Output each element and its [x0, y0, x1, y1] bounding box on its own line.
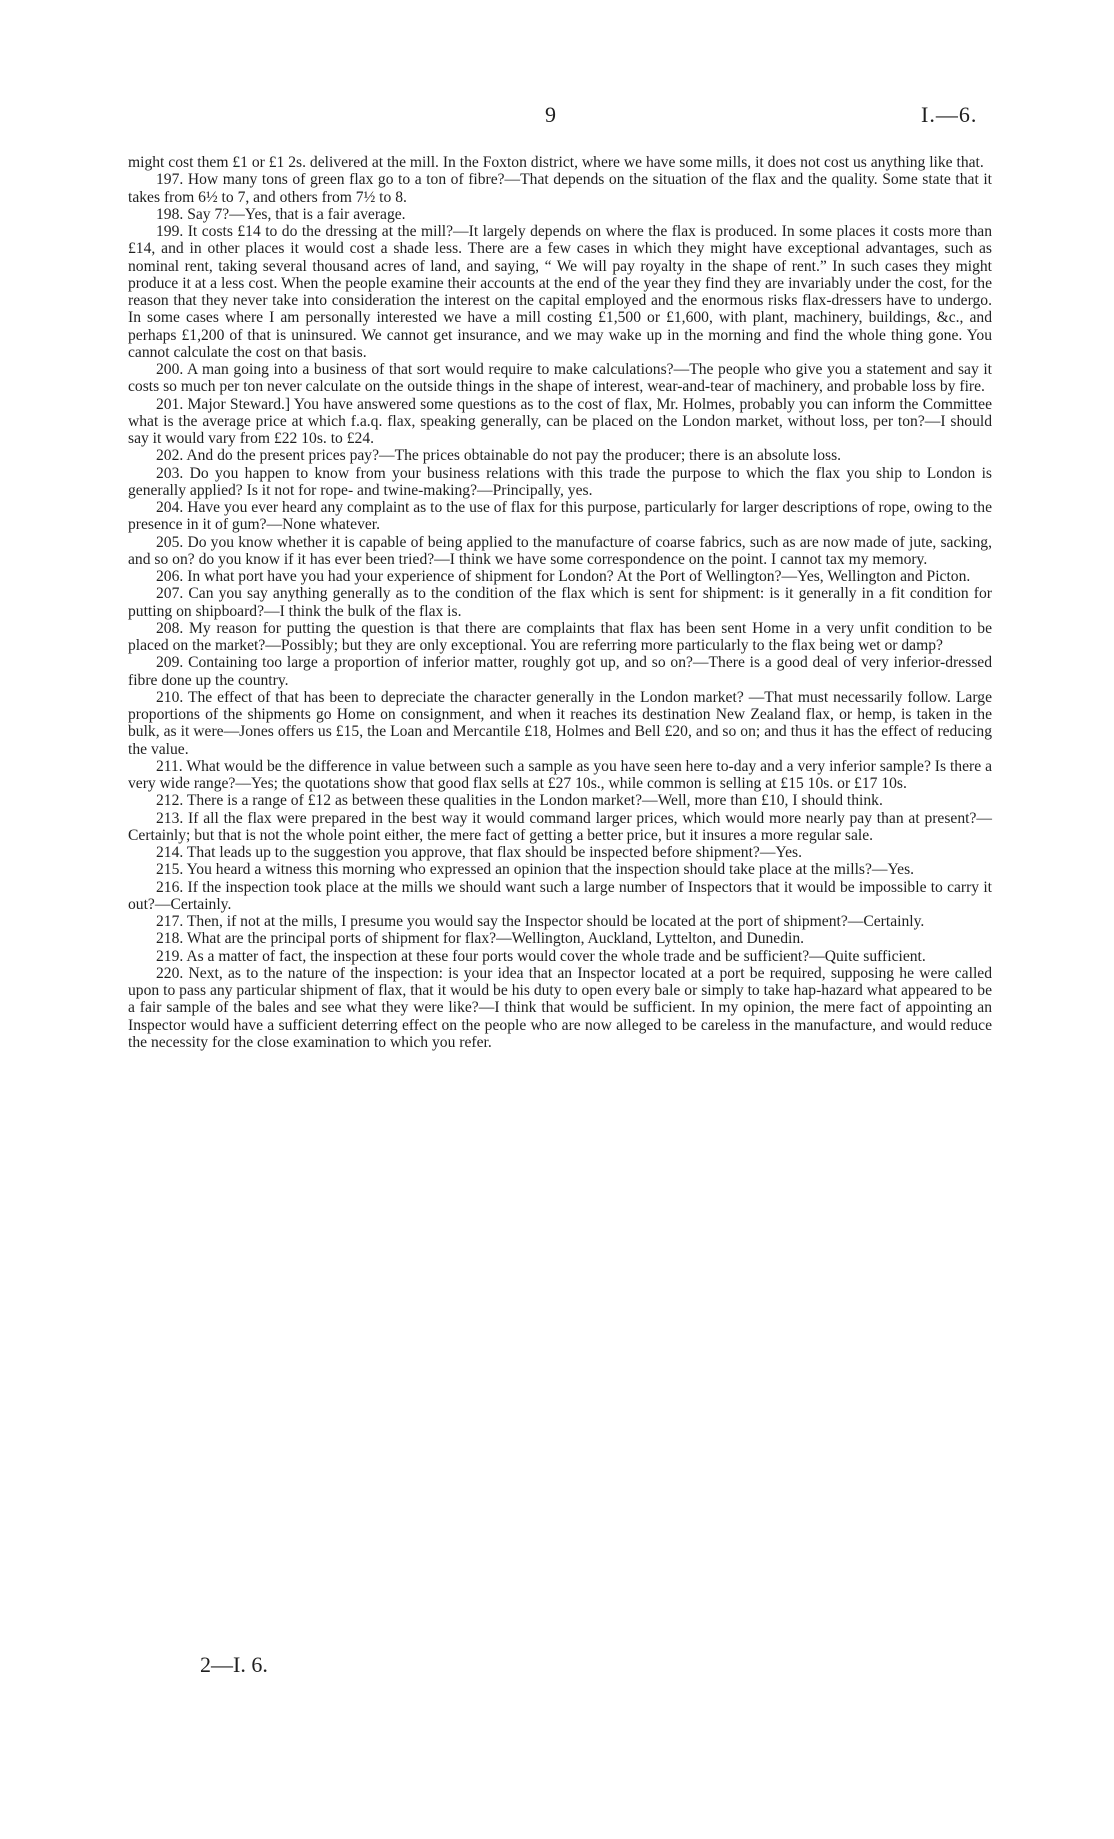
question-210: 210. The effect of that has been to depreciate the character generally in the London market? —That must necessarily follow. Large proportions of the shipments go Home on consignment, and when it reaches its destination New Zealand flax, or hemp, is taken in the bulk, as it were—Jones offers us £15, the Loan and Mercantile £18, Holmes and Bell £20, and so on; and thus it has the effect of reducing the value.	[128, 688, 992, 758]
question-204: 204. Have you ever heard any complaint as to the use of flax for this purpose, particularly for larger descriptions of rope, owing to the presence in it of gum?—None whatever.	[128, 499, 992, 534]
question-209: 209. Containing too large a proportion of inferior matter, roughly got up, and so on?—There is a good deal of very inferior-dressed fibre done up the country.	[128, 654, 992, 689]
evidence-body	[128, 154, 992, 1051]
question-201: 201. Major Steward.] You have answered some questions as to the cost of flax, Mr. Holmes, probably you can inform the Committee what is the average price at which f.a.q. flax, speaking generally, can be placed on the London market, without loss, per ton?—I should say it would vary from £22 10s. to £24.	[128, 395, 992, 447]
question-216: 216. If the inspection took place at the mills we should want such a large number of Inspectors that it would be impossible to carry it out?—Certainly.	[128, 878, 992, 913]
paragraph-continued: might cost them £1 or £1 2s. delivered at the mill. In the Foxton district, where we have some mills, it does not cost us anything like that.	[128, 154, 984, 171]
question-206: 206. In what port have you had your experience of shipment for London? At the Port of Wellington?—Yes, Wellington and Picton.	[156, 568, 971, 585]
question-211: 211. What would be the difference in value between such a sample as you have seen here to-day and a very inferior sample? Is there a very wide range?—Yes; the quotations show that good flax sells at £27 10s., while common is selling at £15 10s. or £17 10s.	[128, 757, 992, 792]
question-219: 219. As a matter of fact, the inspection at these four ports would cover the whole trade and be sufficient?—Quite sufficient.	[156, 947, 926, 965]
question-212: 212. There is a range of £12 as between these qualities in the London market?—Well, more than £10, I should think.	[156, 792, 883, 810]
question-197: 197. How many tons of green flax go to a ton of fibre?—That depends on the situation of the flax and the quality. Some state that it takes from 6½ to 7, and others from 7½ to 8.	[128, 171, 992, 206]
question-199: 199. It costs £14 to do the dressing at the mill?—It largely depends on where the flax is produced. In some places it costs more than £14, and in other places it would cost a shade less. There are a few cases in which they might have exceptional advantages, such as nominal rent, taking several thousand acres of land, and saying, “ We will pay royalty in the shape of rent.” In such cases they might produce it at a less cost. When the people examine their accounts at the end of the year they find they are invariably under the cost, for the reason that they never take into consideration the interest on the capital employed and the enormous risks flax-dressers have to undergo. In some cases where I am personally interested we have a mill costing £1,500 or £1,600, with plant, machinery, buildings, &c., and perhaps £1,200 of that is uninsured. We cannot get insurance, and we may wake up in the morning and find the whole thing gone. You cannot calculate the cost on that basis.	[128, 223, 992, 361]
question-220: 220. Next, as to the nature of the inspection: is your idea that an Inspector located at a port be required, supposing he were called upon to pass any particular shipment of flax, that it would be his duty to open every bale or simply to take hap-hazard what appeared to be a fair sample of the bales and see what they were like?—I think that would be sufficient. In my opinion, the mere fact of appointing an Inspector would have a sufficient deterring effect on the people who are now alleged to be careless in the manufacture, and would reduce the necessity for the close examination to which you refer.	[128, 964, 992, 1051]
document-reference: I.—6.	[921, 102, 978, 127]
question-202: 202. And do the present prices pay?—The prices obtainable do not pay the producer; there is an absolute loss.	[156, 447, 842, 465]
page-number: 9	[545, 102, 556, 127]
question-205: 205. Do you know whether it is capable of being applied to the manufacture of coarse fabrics, such as are now made of jute, sacking, and so on? do you know if it has ever been tried?—I think we have some correspondence on the point. I cannot tax my memory.	[128, 533, 992, 568]
question-214: 214. That leads up to the suggestion you approve, that flax should be inspected before shipment?—Yes.	[156, 844, 803, 861]
question-218: 218. What are the principal ports of shipment for flax?—Wellington, Auckland, Lyttelton, and Dunedin.	[156, 930, 805, 948]
question-203: 203. Do you happen to know from your business relations with this trade the purpose to which the flax you ship to London is generally applied? Is it not for rope- and twine-making?—Principally, yes.	[128, 464, 992, 499]
question-213: 213. If all the flax were prepared in the best way it would command larger prices, which would more nearly pay than at present?—Certainly; but that is not the whole point either, the mere fact of getting a better price, but it insures a more regular sale.	[128, 809, 992, 844]
question-217: 217. Then, if not at the mills, I presume you would say the Inspector should be located at the port of shipment?—Certainly.	[156, 913, 925, 930]
question-207: 207. Can you say anything generally as to the condition of the flax which is sent for shipment: is it generally in a fit condition for putting on shipboard?—I think the bulk of the flax is.	[128, 585, 992, 620]
question-208: 208. My reason for putting the question is that there are complaints that flax has been sent Home in a very unfit condition to be placed on the market?—Possibly; but they are only exceptional. You are referring more particularly to the flax being wet or damp?	[128, 619, 992, 654]
question-215: 215. You heard a witness this morning who expressed an opinion that the inspection should take place at the mills?—Yes.	[156, 861, 915, 879]
footer-signature: 2—I. 6.	[200, 1652, 268, 1677]
question-198: 198. Say 7?—Yes, that is a fair average.	[156, 205, 406, 223]
question-200: 200. A man going into a business of that sort would require to make calculations?—The people who give you a statement and say it costs so much per ton never calculate on the outside things in the shape of interest, wear-and-tear of machinery, and probable loss by fire.	[128, 361, 992, 396]
